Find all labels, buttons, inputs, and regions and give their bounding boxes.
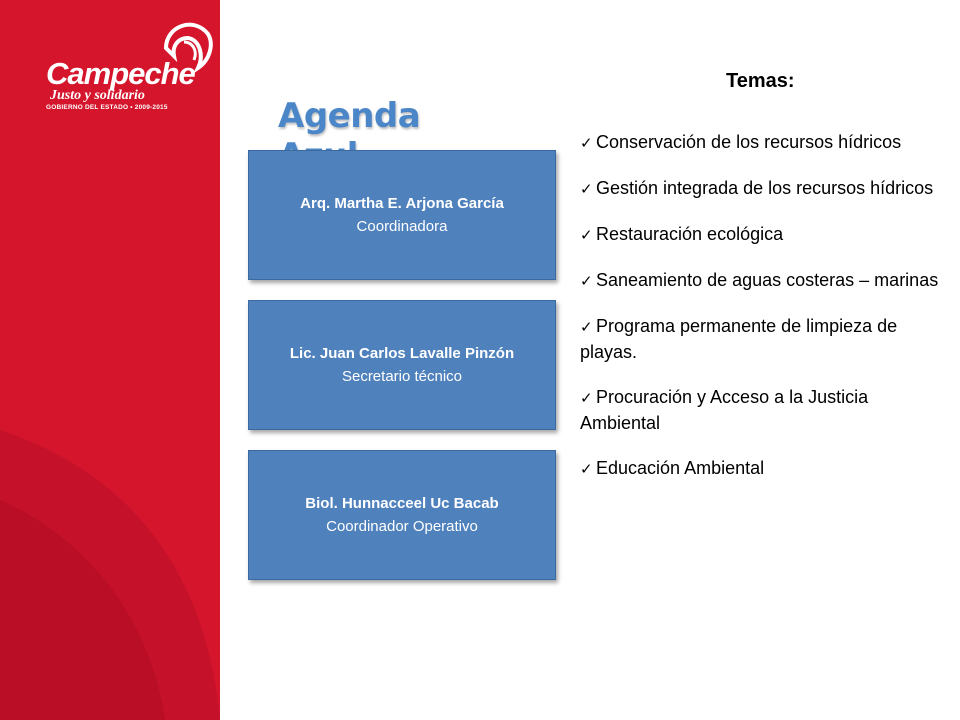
page-title: Agenda (278, 96, 421, 136)
temas-list (580, 130, 948, 502)
person-role: Coordinador Operativo (326, 518, 478, 535)
person-name: Arq. Martha E. Arjona García (300, 195, 504, 212)
list-item-text: Gestión integrada de los recursos hídricos (596, 178, 934, 198)
logo-name: Campeche (46, 56, 195, 91)
list-item-text: Saneamiento de aguas costeras – marinas (596, 270, 939, 290)
check-icon: ✓ (580, 461, 593, 478)
list-item-text: Procuración y Acceso a la Justicia Ambiental (580, 387, 869, 433)
check-icon: ✓ (580, 135, 593, 152)
person-role: Secretario técnico (341, 368, 463, 385)
campeche-logo (40, 12, 220, 112)
person-card-coordinador-operativo (248, 450, 556, 580)
check-icon: ✓ (580, 181, 593, 198)
person-name: Lic. Juan Carlos Lavalle Pinzón (289, 345, 515, 362)
check-icon: ✓ (580, 390, 593, 407)
list-item-text: Restauración ecológica (596, 224, 784, 244)
list-item (580, 268, 948, 294)
person-card-secretario (248, 300, 556, 430)
person-card-coordinadora (248, 150, 556, 280)
check-icon: ✓ (580, 273, 593, 290)
check-icon: ✓ (580, 227, 593, 244)
list-item-text: Programa permanente de limpieza de playas. (580, 316, 898, 362)
check-icon: ✓ (580, 319, 593, 336)
logo-tagline: Justo y solidario (50, 88, 145, 103)
list-item (580, 222, 948, 248)
list-item (580, 456, 948, 482)
logo-subtitle: GOBIERNO DEL ESTADO • 2009-2015 (46, 104, 168, 111)
list-item (580, 314, 948, 365)
list-item (580, 385, 948, 436)
list-item-text: Educación Ambiental (596, 458, 765, 478)
person-role: Coordinadora (356, 218, 448, 235)
list-item (580, 130, 948, 156)
sidebar-band (0, 0, 220, 720)
person-name: Biol. Hunnacceel Uc Bacab (305, 495, 499, 512)
list-item (580, 176, 948, 202)
temas-heading: Temas: (726, 70, 795, 92)
list-item-text: Conservación de los recursos hídricos (596, 132, 902, 152)
